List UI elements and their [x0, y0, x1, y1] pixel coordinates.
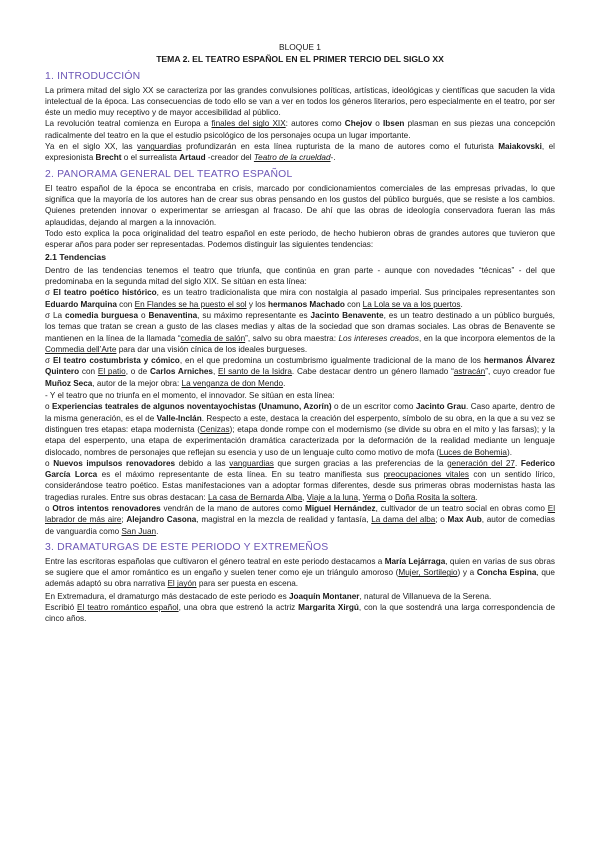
bullet-teatro-costumbrista: σ El teatro costumbrista y cómico, en el que predomina un costumbrismo igualmente tradicional de la mano de los hermanos Álvarez Quintero con El patio, o de Carlos Arniches, El santo de la Isidra. Cabe destacar dentro un género llamado “astracán”, cuyo creador fue Muñoz Seca, autor de la mejor obra: La venganza de don Mendo.	[45, 356, 555, 388]
subsection-heading: 2.1 Tendencias	[45, 252, 106, 263]
section-1-heading: 1. INTRODUCCIÓN	[45, 70, 141, 82]
s1-paragraph-2: La revolución teatral comienza en Europa a finales del siglo XIX: autores como Chejov o Ibsen plasman en sus piezas una concepción radicalmente del teatro en la que el estudio psicológico de los personajes ocupa un lugar importante.	[45, 119, 555, 140]
bullet-teatro-poetico: σ El teatro poético histórico, es un teatro tradicionalista que mira con nostalgia al pasado imperial. Sus principales representantes son Eduardo Marquina con En Flandes se ha puesto el sol y los hermanos Machado con La Lola se va a los puertos.	[45, 288, 555, 309]
s3-paragraph-3: Escribió El teatro romántico español, una obra que estrenó la actriz Margarita Xirgú, con la que sostendrá una larga correspondencia de cinco años.	[45, 603, 556, 624]
item-nuevos-impulsos: o Nuevos impulsos renovadores debido a las vanguardias que surgen gracias a las preferencias de la generación del 27. Federico García Lorca es el máximo representante de esta línea. En su teatro manifiesta sus preocupaciones vitales con un sentido lírico, considerándose teatro poético. Estas manifestaciones van a adoptar formas diferentes, desde sus primeras obras modernistas hasta las tragedias rurales. Entre sus obras destacan: La casa de Bernarda Alba, Viaje a la luna, Yerma o Doña Rosita la soltera.	[45, 458, 556, 502]
s2-paragraph-3: Dentro de las tendencias tenemos el teatro que triunfa, que continúa en gran parte - aunque con novedades “técnicas” - del que predominaba en la segunda mitad del siglo XIX. Se sitúan en esta línea:	[45, 265, 555, 287]
bullet-comedia-burguesa: σ La comedia burguesa o Benaventina, su máximo representante es Jacinto Benavente, es un teatro destinado a un público burgués, los temas que tratan se crean a gusto de las clases medias y altas de la sociedad que son dramas sociales. Las obras de Benavente se mantienen en la línea de la llamada “comedia de salón”, salvo su obra maestra: Los intereses creados, en la que incorpora elementos de la Commedia dell’Arte para dar una visión cínica de los ideales burgueses.	[45, 310, 555, 354]
sigma-bullet-icon: σ	[45, 288, 51, 298]
s2-paragraph-4: - Y el teatro que no triunfa en el momento, el innovador. Se sitúan en esta línea:	[45, 391, 335, 401]
section-3-heading: 3. DRAMATURGAS DE ESTE PERIODO Y EXTREMEÑOS	[45, 541, 329, 553]
s2-paragraph-1: El teatro español de la época se encontraba en crisis, marcado por condicionamientos comerciales de las empresas privadas, lo que significa que la mayoría de los autores han de crear sus obras pensando en los gustos del público burgués, que se resiste a los cambios. Quienes pretenden innovar o experimentar se arriesgan al fracaso. De ahí que las obras de ideología conservadora fueran las más aplaudidas, dejando al margen a la innovación.	[45, 183, 555, 227]
document-title: TEMA 2. EL TEATRO ESPAÑOL EN EL PRIMER TERCIO DEL SIGLO XX	[156, 54, 444, 65]
s3-paragraph-1: Entre las escritoras españolas que cultivaron el género teatral en este periodo destacamos a María Lejárraga, quien en varias de sus obras se sugiere que el amor romántico es un engaño y suelen tener como eje un triángulo amoroso (Mujer, Sortilegio) y a Concha Espina, que además adaptó su obra narrativa El jayón para ser puesta en escena.	[45, 556, 555, 589]
item-otros-intentos: o Otros intentos renovadores vendrán de la mano de autores como Miguel Hernández, cultivador de un teatro social en obras como El labrador de más aire; Alejandro Casona, magistral en la mezcla de realidad y fantasía, La dama del alba; o Max Aub, autor de comedias de vanguardia como San Juan.	[45, 503, 556, 536]
section-2-heading: 2. PANORAMA GENERAL DEL TEATRO ESPAÑOL	[45, 168, 293, 180]
s1-paragraph-1: La primera mitad del siglo XX se caracteriza por las grandes convulsiones políticas, artísticas, ideológicas y científicas que sacuden la vida intelectual de la época. Las consecuencias de todo ello se van a ver en todos los géneros literarios, pero especialmente en el teatro, por ser éste un medio muy receptivo y de mayor accesibilidad al público.	[45, 85, 555, 118]
s1-paragraph-3: Ya en el siglo XX, las vanguardias profundizarán en esta línea rupturista de la mano de autores como el futurista Maiakovski, el expresionista Brecht o el surrealista Artaud -creador del Teatro de la crueldad-.	[45, 142, 555, 163]
sigma-bullet-icon: σ	[45, 310, 51, 320]
s2-paragraph-2: Todo esto explica la poca originalidad del teatro español en este periodo, de hecho hubieron obras de grandes autores que tuvieron que esperar años para poder ser representadas. Podemos distinguir las siguientes tendencias:	[45, 228, 555, 250]
sigma-bullet-icon: σ	[45, 356, 51, 366]
bloque-label: BLOQUE 1	[279, 42, 321, 52]
s3-paragraph-2: En Extremadura, el dramaturgo más destacado de este periodo es Joaquín Montaner, natural de Villanueva de la Serena.	[45, 591, 492, 601]
item-experiencias-teatrales: o Experiencias teatrales de algunos noventayochistas (Unamuno, Azorín) o de un escritor como Jacinto Grau. Caso aparte, dentro de la misma generación, es el de Valle-Inclán. Respecto a este, destaca la creación del esperpento, símbolo de su obra, en la que a su vez se distinguen tres etapas: etapa modernista (Cenizas); etapa donde rompe con el modernismo (se divide su obra en el mito y las farsas); y la etapa del esperpento, una etapa de experimentación dramática caracterizada por la deformación de la realidad mediante un lenguaje dislocado, nombres de personajes que reflejan su esencia y uso de un lenguaje culto como motivo de mofa (Luces de Bohemia).	[45, 402, 555, 457]
